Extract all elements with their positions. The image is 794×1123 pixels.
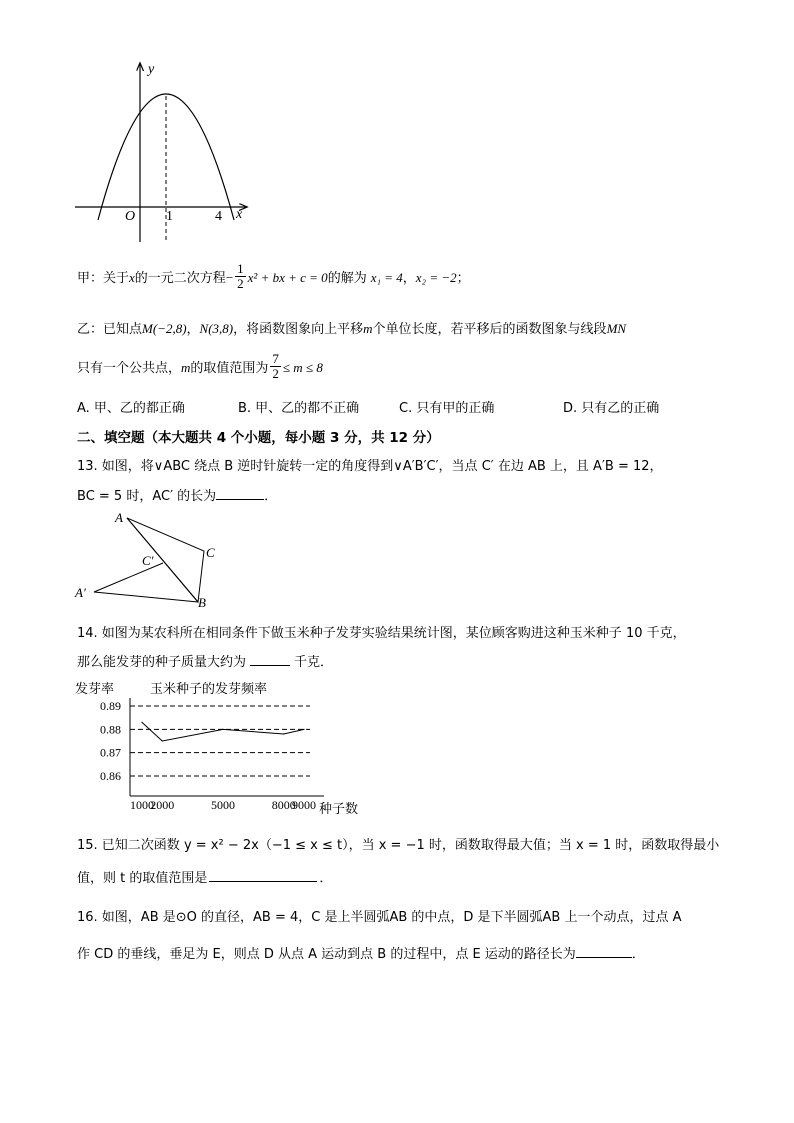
text: 作 CD 的垂线，垂足为 E，则点 D 从点 A 运动到点 B 的过程中，点 E 运动的路径长为 bbox=[77, 947, 576, 962]
var-m: m bbox=[181, 360, 191, 375]
sep: ， bbox=[402, 271, 416, 286]
answer-blank[interactable] bbox=[250, 653, 290, 666]
text: 的一元二次方程 bbox=[134, 271, 226, 286]
option-d[interactable]: D. 只有乙的正确 bbox=[563, 401, 660, 416]
frac-den: 2 bbox=[272, 366, 279, 381]
x-tick-label: 9000 bbox=[292, 798, 316, 812]
triangle-ABC bbox=[127, 518, 204, 602]
q12-statement-yi-line1: 乙：已知点M(−2,8)，N(3,8)，将函数图象向上平移m个单位长度，若平移后的函数图象与线段MN bbox=[77, 321, 627, 337]
label-C: C bbox=[206, 545, 215, 560]
label-Aprime: A′ bbox=[75, 585, 86, 600]
chart-ylabel: 发芽率 bbox=[75, 681, 115, 696]
minus-sign: − bbox=[225, 270, 234, 285]
text: 千克． bbox=[294, 655, 334, 670]
text: BC = 5 时，AC′ 的长为 bbox=[77, 489, 217, 504]
text: ． bbox=[264, 489, 278, 504]
text: ． bbox=[319, 871, 333, 886]
option-b[interactable]: B. 甲、乙的都不正确 bbox=[238, 401, 360, 416]
var-m: m bbox=[363, 321, 373, 336]
section-title: 二、填空题（本大题共 4 个小题，每小题 3 分，共 12 分） bbox=[77, 430, 440, 446]
x-tick-label: 2000 bbox=[150, 798, 175, 812]
q13-line2 bbox=[77, 485, 277, 504]
fraction-half bbox=[235, 262, 246, 291]
q14-line1: 14. 如图为某农科所在相同条件下做玉米种子发芽实验结果统计图，某位顾客购进这种玉米种子 10 千克， bbox=[77, 626, 686, 641]
point-M: M(−2,8) bbox=[142, 321, 187, 336]
answer-blank[interactable] bbox=[576, 945, 632, 958]
label-B: B bbox=[198, 595, 206, 610]
text: 甲：关于 bbox=[77, 271, 130, 286]
triangle-ApBCp bbox=[94, 563, 198, 602]
data-point bbox=[303, 729, 304, 730]
series-line bbox=[142, 722, 304, 741]
x-tick-label: 8000 bbox=[271, 798, 296, 812]
label-Cprime: C′ bbox=[142, 553, 154, 568]
text: 个单位长度，若平移后的函数图象与线段 bbox=[372, 322, 607, 337]
tick-4-label: 4 bbox=[215, 209, 222, 224]
root-x2: x₂ = −2 bbox=[415, 270, 457, 285]
range: ≤ m ≤ 8 bbox=[282, 360, 323, 375]
y-axis-label: y bbox=[148, 62, 155, 77]
label-A: A bbox=[115, 510, 123, 525]
frac-den: 2 bbox=[237, 276, 244, 291]
answer-blank[interactable] bbox=[209, 869, 317, 882]
point-N: N(3,8) bbox=[199, 321, 234, 336]
tick-1-label: 1 bbox=[166, 209, 173, 224]
q14-line2 bbox=[77, 651, 333, 670]
x-tick-label: 5000 bbox=[211, 798, 235, 812]
text: 那么能发芽的种子质量大约为 bbox=[77, 655, 247, 670]
q16-line2 bbox=[77, 943, 645, 962]
option-a[interactable]: A. 甲、乙的都正确 bbox=[77, 401, 185, 416]
data-point bbox=[162, 740, 163, 741]
fraction-seven-halves bbox=[270, 352, 281, 381]
text: ． bbox=[631, 947, 645, 962]
frac-num: 7 bbox=[272, 351, 279, 366]
x-tick-label: 1000 bbox=[130, 798, 154, 812]
frac-num: 1 bbox=[237, 261, 244, 276]
rotation-figure bbox=[72, 506, 232, 610]
equation: x² + bx + c = 0 bbox=[247, 270, 328, 285]
parabola-graph bbox=[70, 58, 250, 248]
y-tick-label: 0.89 bbox=[100, 699, 121, 713]
y-tick-label: 0.87 bbox=[100, 745, 121, 760]
data-point bbox=[141, 722, 142, 723]
q12-statement-jia bbox=[77, 261, 470, 293]
var-x: x bbox=[129, 270, 135, 285]
y-tick-label: 0.88 bbox=[100, 722, 121, 737]
text: 乙：已知点 bbox=[77, 322, 143, 337]
text: 值，则 t 的取值范围是 bbox=[77, 871, 208, 886]
q15-line1: 15. 已知二次函数 y = x² − 2x（−1 ≤ x ≤ t），当 x = −1 时，函数取得最大值；当 x = 1 时，函数取得最小 bbox=[77, 838, 720, 853]
data-point bbox=[283, 733, 284, 734]
option-c[interactable]: C. 只有甲的正确 bbox=[399, 401, 495, 416]
q13-line1: 13. 如图，将∨ABC 绕点 B 逆时针旋转一定的角度得到∨A′B′C′，当点 C′ 在边 AB 上，且 A′B = 12， bbox=[77, 459, 663, 474]
answer-blank[interactable] bbox=[216, 487, 264, 500]
text: 的取值范围为 bbox=[190, 361, 269, 376]
text: ，将函数图象向上平移 bbox=[233, 322, 364, 337]
text: 只有一个公共点， bbox=[77, 361, 182, 376]
origin-label: O bbox=[125, 209, 136, 224]
q16-line1: 16. 如图，AB 是⊙O 的直径，AB = 4，C 是上半圆弧AB 的中点，D 是下半圆弧AB 上一个动点，过点 A bbox=[77, 910, 682, 925]
q12-statement-yi-line2 bbox=[77, 351, 323, 383]
y-tick-label: 0.86 bbox=[100, 769, 121, 783]
text: 的解为 bbox=[327, 271, 367, 286]
root-x1: x₁ = 4 bbox=[370, 270, 403, 285]
q15-line2 bbox=[77, 867, 332, 886]
chart-xlabel: 种子数 bbox=[319, 801, 359, 816]
x-axis-label: x bbox=[236, 207, 243, 222]
germination-chart bbox=[72, 676, 372, 818]
data-point bbox=[222, 729, 223, 730]
sep: ； bbox=[456, 271, 470, 286]
segment-AB bbox=[127, 518, 198, 602]
chart-title: 玉米种子的发芽频率 bbox=[150, 681, 268, 696]
segment-MN: MN bbox=[606, 321, 627, 336]
